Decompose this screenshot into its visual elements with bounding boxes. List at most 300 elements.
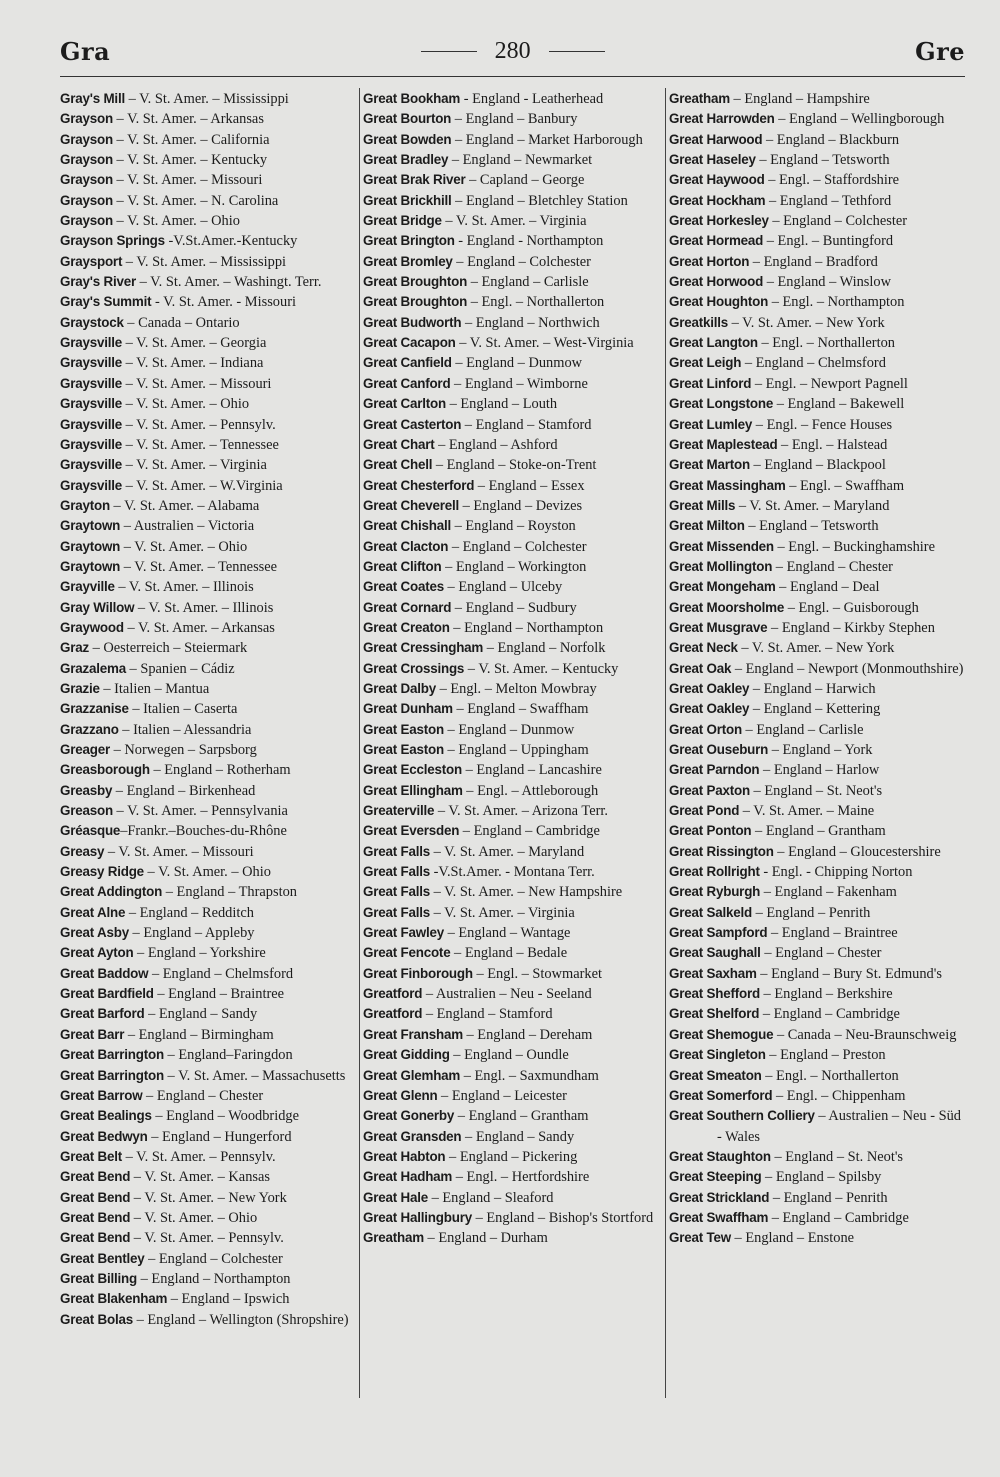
entry-location: – England – Winslow [763, 274, 891, 291]
entry-headword: Great Shemogue [669, 1026, 774, 1042]
entry-headword: Great Southern Colliery [669, 1108, 815, 1124]
gazetteer-entry [60, 943, 352, 963]
entry-location: – Canada – Neu-Braunschweig [773, 1026, 957, 1043]
entry-location: – V. St. Amer. – Tennessee [120, 558, 278, 575]
entry-location: – England – Bletchley Station [451, 192, 628, 209]
gazetteer-entry [363, 109, 661, 129]
entry-location: – England – Bury St. Edmund's [756, 965, 942, 982]
entry-location: – England – Grantham [751, 823, 886, 840]
entry-location: – Engl. – Buckinghamshire [773, 538, 935, 555]
entry-location: – V. St. Amer. – Arkansas [123, 619, 275, 636]
gazetteer-entry [363, 821, 661, 841]
gazetteer-entry [363, 476, 661, 496]
gazetteer-entry [60, 496, 352, 516]
gazetteer-entry [60, 150, 352, 170]
gazetteer-entry [363, 1188, 661, 1208]
entry-headword: Great Harwood [669, 131, 763, 147]
entry-location: – Engl. – Newport Pagnell [751, 375, 908, 392]
entry-location: – Engl. – Staffordshire [764, 172, 900, 189]
entry-location: – Oesterreich – Steiermark [88, 640, 248, 657]
entry-headword: Great Houghton [669, 294, 769, 310]
gazetteer-entry [363, 170, 661, 190]
entry-headword: Great Bookham [363, 91, 461, 106]
gazetteer-entry [363, 577, 661, 597]
gazetteer-entry [669, 923, 969, 943]
gazetteer-entry [363, 801, 661, 821]
entry-headword: Great Fawley [363, 925, 444, 941]
entry-headword: Great Salkeld [669, 904, 752, 920]
entry-location: – V. St. Amer. – Kentucky [464, 660, 619, 677]
entry-headword: Great Bealings [60, 1108, 152, 1124]
entry-location: – England – Wellingborough [774, 111, 945, 128]
gazetteer-entry [669, 1045, 969, 1065]
entry-location: – Italien – Caserta [128, 701, 238, 718]
entry-headword: Great Bend [60, 1169, 131, 1185]
gazetteer-entry [363, 191, 661, 211]
entry-location: – England – Newmarket [448, 152, 593, 169]
entry-headword: Great Bend [60, 1189, 131, 1205]
gazetteer-entry [363, 353, 661, 373]
entry-location: – England – Cambridge [768, 1209, 909, 1226]
entry-location: – England – Braintree [767, 925, 898, 942]
gazetteer-entry [363, 984, 661, 1004]
gazetteer-entry [60, 577, 352, 597]
entry-headword: Great Hale [363, 1189, 428, 1205]
entry-headword: Great Alne [60, 904, 126, 920]
entry-headword: Great Bend [60, 1230, 131, 1246]
gazetteer-entry [60, 821, 352, 841]
entry-headword: Grayson [60, 131, 113, 147]
entry-headword: Graysville [60, 477, 123, 493]
entry-location: – England – Uppingham [443, 742, 589, 758]
header-rule [60, 76, 965, 77]
entry-headword: Great Belt [60, 1148, 122, 1164]
entry-location: – Engl. – Northallerton [467, 294, 605, 311]
header-right-guideword: Gre [915, 36, 965, 66]
gazetteer-entry [363, 150, 661, 170]
entry-location: – England – Sleaford [428, 1189, 554, 1206]
entry-headword: Great Gonerby [363, 1108, 455, 1124]
entry-headword: Great Haseley [669, 152, 756, 168]
entry-location: – England – Enstone [730, 1230, 855, 1247]
entry-location: – V. St. Amer. – Maryland [735, 497, 890, 514]
entry-headword: Greaterville [363, 803, 435, 819]
entry-headword: Great Casterton [363, 416, 462, 432]
gazetteer-entry [60, 1188, 352, 1208]
gazetteer-entry [60, 781, 352, 801]
entry-headword: Great Oakley [669, 701, 750, 717]
gazetteer-entry [669, 801, 969, 821]
entry-location: – England – Northampton [449, 619, 604, 636]
gazetteer-entry [60, 720, 352, 740]
entry-location: – England – Blackpool [749, 457, 886, 474]
entry-headword: Great Harrowden [669, 111, 775, 127]
gazetteer-entry [363, 618, 661, 638]
gazetteer-entry [669, 537, 969, 557]
entry-location: – England – Leicester [437, 1087, 567, 1104]
entry-location: -V.St.Amer.-Kentucky [164, 233, 298, 250]
entry-headword: Great Billing [60, 1270, 138, 1286]
entry-headword: Great Brickhill [363, 192, 452, 208]
entry-headword: Great Fransham [363, 1026, 463, 1042]
gazetteer-entry [60, 455, 352, 475]
entry-location: – V. St. Amer. – Mississippi [122, 253, 287, 270]
entry-headword: Grayson [60, 111, 113, 127]
entry-location: – England – Harwich [749, 680, 876, 697]
entry-headword: Great Rollright [669, 864, 760, 880]
entry-location: – V. St. Amer. – Tennessee [122, 436, 279, 453]
entry-location: – Engl. – Swaffham [785, 477, 905, 494]
entry-headword: Greatkills [669, 314, 729, 330]
entry-location: – Capland – George [465, 172, 585, 189]
entry-headword: Great Chesterford [363, 477, 475, 493]
gazetteer-entry [669, 964, 969, 984]
entry-location: – Australien – Neu - Seeland [422, 986, 592, 1003]
entry-headword: Gréasque [60, 823, 121, 839]
gazetteer-entry [669, 842, 969, 862]
entry-location: – England – Harlow [759, 762, 880, 779]
entry-location: -V.St.Amer. - Montana Terr. [430, 864, 595, 881]
entry-location: – V. St. Amer. – Washingt. Terr. [135, 274, 322, 291]
gazetteer-entry [363, 537, 661, 557]
entry-location: – England – Durham [423, 1230, 548, 1247]
gazetteer-entry [60, 516, 352, 536]
entry-headword: Graysville [60, 396, 123, 412]
entry-headword: Gray's Mill [60, 91, 125, 106]
entry-headword: Graysville [60, 355, 123, 371]
gazetteer-entry [363, 638, 661, 658]
entry-location: – England – Pickering [445, 1148, 578, 1165]
entry-location: – V. St. Amer. – Illinois [134, 599, 274, 616]
gazetteer-entry [363, 394, 661, 414]
entry-headword: Great Barrington [60, 1067, 164, 1083]
gazetteer-entry [669, 1167, 969, 1187]
entry-location: – V. St. Amer. – West-Virginia [455, 335, 634, 352]
entry-headword: Great Glenn [363, 1087, 438, 1103]
entry-location: - Engl. - Chipping Norton [759, 864, 913, 881]
entry-location: – England – Kettering [749, 701, 881, 718]
gazetteer-entry [363, 1228, 661, 1248]
entry-headword: Great Barrow [60, 1087, 143, 1103]
column-divider [665, 88, 666, 1398]
entry-headword: Great Mollington [669, 558, 773, 574]
gazetteer-entry [669, 353, 969, 373]
gazetteer-entry [669, 760, 969, 780]
entry-headword: Great Cressingham [363, 640, 484, 656]
entry-location: – Engl. – Stowmarket [472, 965, 602, 982]
gazetteer-entry [669, 699, 969, 719]
gazetteer-entry [363, 1167, 661, 1187]
entry-location: – V. St. Amer. – Pennsylv. [122, 416, 276, 433]
entry-headword: Great Hockham [669, 192, 766, 208]
gazetteer-entry [669, 781, 969, 801]
entry-headword: Gray's River [60, 274, 136, 290]
entry-location: – England – Tetsworth [744, 518, 879, 535]
entry-location: – England – Gloucestershire [773, 843, 941, 860]
gazetteer-entry [669, 1025, 969, 1045]
gazetteer-entry [669, 211, 969, 231]
entry-headword: Great Bolas [60, 1311, 133, 1327]
entry-headword: Greasy Ridge [60, 864, 144, 880]
entry-headword: Graysport [60, 253, 123, 269]
entry-headword: Great Bromley [363, 253, 453, 269]
entry-headword: Great Horwood [669, 274, 764, 290]
entry-headword: Great Ryburgh [669, 884, 761, 900]
gazetteer-entry [363, 1208, 661, 1228]
gazetteer-entry [669, 252, 969, 272]
entry-location: – Engl. – Northampton [768, 294, 905, 311]
gazetteer-entry [60, 292, 352, 312]
entry-headword: Great Maplestead [669, 436, 778, 452]
entry-headword: Grayson [60, 172, 113, 188]
gazetteer-entry [669, 435, 969, 455]
gazetteer-entry [60, 374, 352, 394]
gazetteer-entry [669, 130, 969, 150]
gazetteer-entry [363, 964, 661, 984]
entry-headword: Great Pond [669, 803, 740, 819]
gazetteer-entry [363, 882, 661, 902]
gazetteer-entry [60, 598, 352, 618]
entry-location: – England – Stoke-on-Trent [432, 457, 597, 474]
entry-location: – England – Berkshire [759, 986, 893, 1003]
gazetteer-entry [363, 842, 661, 862]
entry-headword: Great Mills [669, 497, 736, 513]
entry-headword: Great Barford [60, 1006, 145, 1022]
entry-location: - England - Leatherhead [460, 91, 604, 107]
entry-location: – England – Northwich [461, 314, 600, 331]
entry-headword: Great Coates [363, 579, 444, 595]
entry-headword: Great Somerford [669, 1087, 773, 1103]
entry-headword: Great Falls [363, 904, 431, 920]
entry-location: – England – Chester [760, 945, 882, 962]
entry-location: – V. St. Amer. – Alabama [109, 497, 260, 514]
entry-headword: Great Eversden [363, 823, 460, 839]
entry-headword: Grazzanise [60, 701, 129, 717]
entry-location: – V. St. Amer. – Ohio [112, 213, 240, 230]
entry-headword: Great Parndon [669, 762, 760, 778]
entry-headword: Great Moorsholme [669, 599, 785, 615]
entry-headword: Great Bedwyn [60, 1128, 148, 1144]
entry-headword: Great Chell [363, 457, 433, 473]
entry-headword: Great Langton [669, 335, 758, 351]
entry-location: – V. St. Amer. – Arkansas [112, 111, 264, 128]
gazetteer-entry [363, 415, 661, 435]
gazetteer-entry [60, 231, 352, 251]
gazetteer-entry [669, 1147, 969, 1167]
entry-location: – England – Newport (Monmouthshire) [731, 660, 964, 677]
gazetteer-entry [669, 638, 969, 658]
entry-location: – England – St. Neot's [770, 1148, 904, 1165]
entry-location: – England – Colchester [768, 213, 907, 230]
entry-location: – V. St. Amer. – Missouri [122, 375, 272, 392]
entry-location: – England – Dunmow [451, 355, 583, 372]
gazetteer-entry [363, 1127, 661, 1147]
entry-headword: Great Neck [669, 640, 738, 656]
entry-headword: Great Barrington [60, 1047, 164, 1063]
column-3 [669, 89, 969, 1249]
entry-headword: Great Gransden [363, 1128, 462, 1144]
entry-location: – England – Fakenham [760, 884, 897, 901]
entry-location: – V. St. Amer. – Maine [739, 803, 875, 820]
entry-headword: Great Hallingbury [363, 1209, 472, 1225]
entry-location: – England – Colchester [144, 1250, 283, 1267]
gazetteer-entry [363, 740, 661, 760]
gazetteer-entry [669, 821, 969, 841]
entry-location: – England – Woodbridge [151, 1108, 299, 1125]
gazetteer-entry [60, 1045, 352, 1065]
gazetteer-entry [669, 394, 969, 414]
entry-headword: Great Bourton [363, 111, 452, 127]
entry-headword: Great Budworth [363, 314, 462, 330]
entry-location: – England – Yorkshire [133, 945, 266, 962]
gazetteer-entry [60, 760, 352, 780]
gazetteer-entry [363, 231, 661, 251]
gazetteer-entry [60, 557, 352, 577]
gazetteer-entry [363, 1004, 661, 1024]
entry-headword: Great Smeaton [669, 1067, 762, 1083]
entry-headword: Great Creaton [363, 619, 450, 635]
entry-headword: Great Bridge [363, 213, 442, 229]
gazetteer-entry [60, 1147, 352, 1167]
entry-location: – Italien – Mantua [99, 680, 210, 697]
gazetteer-entry [60, 170, 352, 190]
entry-location: – Engl. – Hertfordshire [452, 1169, 590, 1186]
gazetteer-entry [669, 455, 969, 475]
entry-headword: Great Chishall [363, 518, 451, 534]
entry-headword: Graywood [60, 619, 124, 635]
entry-headword: Grazzano [60, 721, 119, 737]
entry-location: – V. St. Amer. – New York [130, 1189, 287, 1206]
gazetteer-entry [363, 496, 661, 516]
entry-location: – England – Colchester [448, 538, 587, 555]
entry-headword: Great Canford [363, 375, 451, 391]
entry-location: – England – Hampshire [729, 91, 870, 107]
entry-location: – V. St. Amer. – W.Virginia [122, 477, 283, 494]
gazetteer-entry [363, 679, 661, 699]
gazetteer-entry [60, 1208, 352, 1228]
entry-headword: Great Brak River [363, 172, 466, 188]
entry-location: – England – Ipswich [167, 1291, 290, 1308]
gazetteer-entry [60, 89, 352, 109]
gazetteer-entry [60, 964, 352, 984]
entry-headword: Great Crossings [363, 660, 465, 676]
gazetteer-entry [363, 292, 661, 312]
entry-headword: Greatham [669, 91, 730, 106]
entry-location: – England – Rotherham [149, 762, 291, 779]
entry-headword: Great Dunham [363, 701, 453, 717]
column-2 [363, 89, 661, 1249]
entry-location: – England – Wellington (Shropshire) [132, 1311, 349, 1328]
entry-location: – England – Appleby [128, 925, 255, 942]
entry-location: – V. St. Amer. – New York [737, 640, 895, 657]
entry-location: – V. St. Amer. – Virginia [430, 904, 575, 921]
entry-headword: Great Ouseburn [669, 742, 769, 757]
gazetteer-entry [669, 313, 969, 333]
gazetteer-entry [669, 984, 969, 1004]
gazetteer-entry [363, 598, 661, 618]
entry-headword: Graytown [60, 518, 121, 534]
entry-headword: Great Easton [363, 742, 444, 757]
entry-headword: Great Musgrave [669, 619, 768, 635]
gazetteer-entry [60, 903, 352, 923]
entry-location: – England – Chester [142, 1087, 264, 1104]
entry-headword: Great Carlton [363, 396, 446, 412]
entry-headword: Great Falls [363, 884, 431, 900]
entry-headword: Great Cacapon [363, 335, 456, 351]
entry-headword: Great Leigh [669, 355, 742, 371]
entry-headword: Great Brington [363, 233, 455, 249]
gazetteer-entry [363, 1086, 661, 1106]
entry-headword: Greatham [363, 1230, 424, 1246]
entry-headword: Great Cheverell [363, 497, 459, 513]
entry-location: – V. St. Amer. – Pennsylv. [122, 1148, 276, 1165]
entry-location: – England – Devizes [459, 497, 583, 514]
gazetteer-entry [669, 109, 969, 129]
entry-headword: Great Rissington [669, 843, 774, 859]
entry-location: – V. St. Amer. – Indiana [122, 355, 264, 372]
entry-headword: Great Ellingham [363, 782, 463, 798]
gazetteer-entry [60, 1289, 352, 1309]
gazetteer-entry [669, 272, 969, 292]
entry-headword: Graystock [60, 314, 124, 330]
entry-headword: Great Clifton [363, 558, 442, 574]
entry-headword: Great Bentley [60, 1250, 145, 1266]
gazetteer-entry [60, 1004, 352, 1024]
entry-headword: Graytown [60, 558, 121, 574]
gazetteer-entry [669, 1086, 969, 1106]
entry-headword: Great Oak [669, 660, 732, 676]
gazetteer-entry [669, 231, 969, 251]
gazetteer-entry [363, 130, 661, 150]
gazetteer-entry [60, 415, 352, 435]
gazetteer-entry [363, 862, 661, 882]
entry-headword: Greatford [363, 1006, 423, 1022]
entry-location: –Frankr.–Bouches-du-Rhône [120, 823, 287, 840]
entry-location: - V. St. Amer. - Missouri [151, 294, 296, 311]
gazetteer-entry [60, 638, 352, 658]
gazetteer-entry [60, 699, 352, 719]
gazetteer-entry [363, 760, 661, 780]
entry-headword: Great Easton [363, 721, 444, 737]
entry-headword: Graysville [60, 375, 123, 391]
entry-location: – England – Sandy [461, 1128, 575, 1145]
gazetteer-entry [363, 333, 661, 353]
gazetteer-entry [60, 1066, 352, 1086]
gazetteer-entry [60, 862, 352, 882]
entry-headword: Great Saughall [669, 945, 761, 961]
entry-headword: Great Ponton [669, 823, 752, 839]
gazetteer-entry [669, 415, 969, 435]
gazetteer-entry [669, 374, 969, 394]
gazetteer-entry [669, 740, 969, 760]
entry-headword: Great Dalby [363, 680, 436, 696]
entry-location: – V. St. Amer. – Kentucky [112, 152, 268, 169]
gazetteer-entry [60, 1249, 352, 1269]
gazetteer-entry [669, 496, 969, 516]
entry-headword: Great Habton [363, 1148, 446, 1164]
entry-headword: Great Saxham [669, 965, 757, 981]
entry-location: – V. St. Amer. – Illinois [114, 579, 254, 596]
header-center [421, 38, 605, 65]
gazetteer-entry [60, 109, 352, 129]
gazetteer-entry [669, 191, 969, 211]
entry-location: – England – Louth [445, 396, 558, 413]
entry-location: – England – Preston [765, 1047, 886, 1064]
entry-location: – England – Sudbury [451, 599, 577, 616]
entry-headword: Grayson [60, 213, 113, 229]
entry-headword: Great Gidding [363, 1047, 450, 1063]
gazetteer-entry [363, 1106, 661, 1126]
